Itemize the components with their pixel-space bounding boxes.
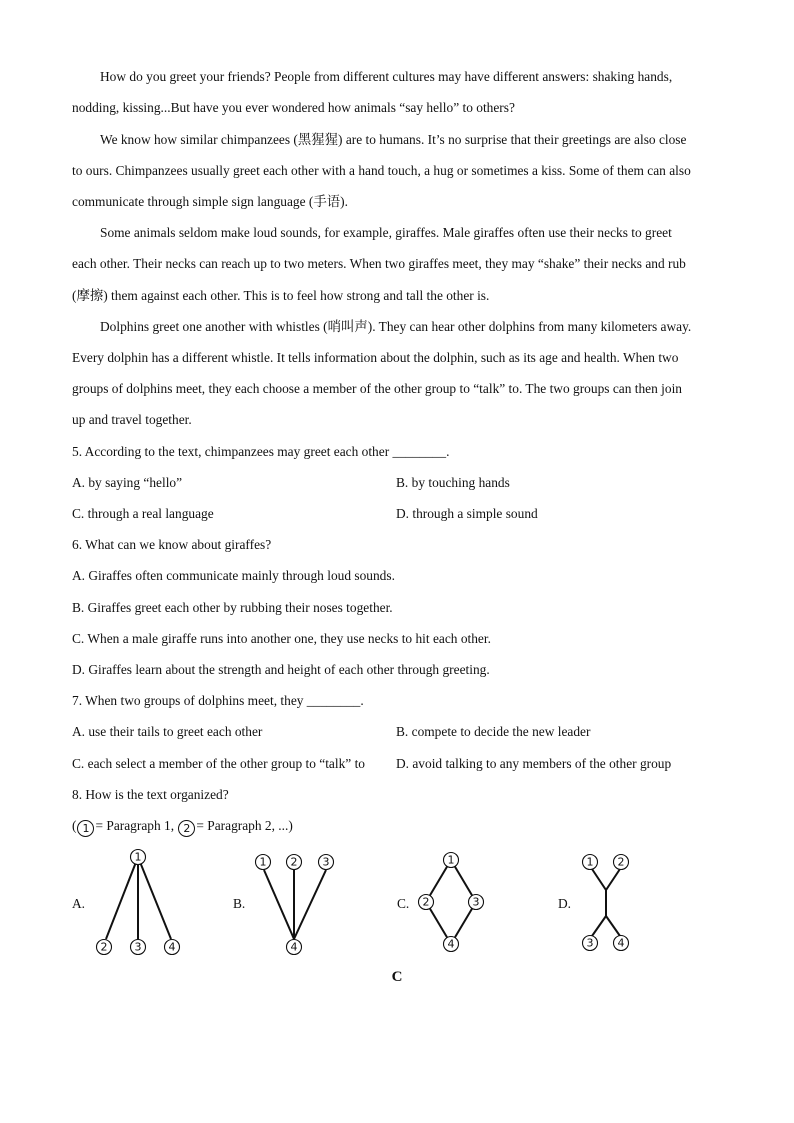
passage-p4-line1: Dolphins greet one another with whistles (哨叫声). They can hear other dolphins from many kilometers away. [100,319,692,334]
question-5-option-d: D. through a simple sound [396,506,538,521]
diagram-d-node-3-label: 3 [586,936,594,950]
diagram-c-node-3-label: 3 [472,895,480,909]
circled-one-icon: 1 [77,820,94,837]
diagram-d-edge-3 [592,916,606,936]
diagram-a-edge-1-4 [138,857,171,939]
question-5-option-c: C. through a real language [72,506,214,521]
diagram-c-node-4-label: 4 [447,937,455,951]
legend-end: = Paragraph 2, ...) [196,818,293,833]
diagram-a-edge-1-2 [106,857,138,939]
passage-p2-line1: We know how similar chimpanzees (黑猩猩) are to humans. It’s no surprise that their greetings are also close [100,132,687,147]
question-7-option-a: A. use their tails to greet each other [72,724,263,739]
diagram-b-node-1-label: 1 [259,855,267,869]
diagram-d-edge-2 [606,869,620,890]
circled-two-icon: 2 [178,820,195,837]
passage-p1-line1: How do you greet your friends? People from different cultures may have different answers: shaking hands, [100,69,673,84]
diagram-option-c [410,848,490,958]
question-8-option-c-label: C. [397,896,410,911]
passage-p3-line2: each other. Their necks can reach up to two meters. When two giraffes meet, they may “shake” their necks and rub [72,256,686,271]
legend-mid: = Paragraph 1, [95,818,178,833]
question-8-option-a-label: A. [72,896,86,911]
passage-p3-line1: Some animals seldom make loud sounds, for example, giraffes. Male giraffes often use their necks to greet [100,225,672,240]
diagram-option-b [250,850,350,960]
question-5-option-a: A. by saying “hello” [72,475,183,490]
diagram-b-edge-3-4 [294,870,326,939]
passage-p2-line2: to ours. Chimpanzees usually greet each other with a hand touch, a hug or sometimes a kiss. Some of them can also [72,163,691,178]
passage-p1-line2: nodding, kissing...But have you ever wondered how animals “say hello” to others? [72,100,515,115]
diagram-d-edge-4 [606,916,620,936]
diagram-c-node-2-label: 2 [422,895,430,909]
question-8-stem: 8. How is the text organized? [72,787,229,802]
diagram-a-node-2-label: 2 [100,940,108,954]
section-heading-c: C [391,969,403,985]
question-8-legend [72,817,293,837]
diagram-option-d [575,850,635,955]
question-8-option-d-label: D. [558,896,572,911]
diagram-a-node-4-label: 4 [168,940,176,954]
question-7-option-d: D. avoid talking to any members of the other group [396,756,672,771]
passage-p2-line3: communicate through simple sign language (手语). [72,194,348,209]
passage-p4-line4: up and travel together. [72,412,192,427]
question-7-option-c: C. each select a member of the other group to “talk” to [72,756,365,771]
question-6-option-d: D. Giraffes learn about the strength and height of each other through greeting. [72,662,490,677]
legend-open: ( [72,818,77,833]
diagram-d-edge-1 [592,869,606,890]
diagram-b-node-2-label: 2 [290,855,298,869]
question-6-option-c: C. When a male giraffe runs into another one, they use necks to hit each other. [72,631,491,646]
question-5-option-b: B. by touching hands [396,475,510,490]
diagram-b-edge-1-4 [264,870,294,939]
diagram-b-node-3-label: 3 [322,855,330,869]
question-5-stem: 5. According to the text, chimpanzees may greet each other ________. [72,444,450,459]
passage-p3-line3: (摩擦) them against each other. This is to feel how strong and tall the other is. [72,288,490,303]
passage-p4-line3: groups of dolphins meet, they each choose a member of the other group to “talk” to. The two groups can then join [72,381,682,396]
question-7-stem: 7. When two groups of dolphins meet, they ________. [72,693,364,708]
question-6-option-a: A. Giraffes often communicate mainly through loud sounds. [72,568,395,583]
question-6-option-b: B. Giraffes greet each other by rubbing their noses together. [72,600,393,615]
diagram-b-node-4-label: 4 [290,940,298,954]
diagram-a-node-3-label: 3 [134,940,142,954]
diagram-c-node-1-label: 1 [447,853,455,867]
question-7-option-b: B. compete to decide the new leader [396,724,591,739]
passage-p4-line2: Every dolphin has a different whistle. It tells information about the dolphin, such as its age and health. When two [72,350,679,365]
diagram-option-a [90,845,190,960]
diagram-d-node-1-label: 1 [586,855,594,869]
diagram-a-node-1-label: 1 [134,850,142,864]
question-8-option-b-label: B. [233,896,246,911]
diagram-d-node-4-label: 4 [617,936,625,950]
diagram-d-node-2-label: 2 [617,855,625,869]
question-6-stem: 6. What can we know about giraffes? [72,537,272,552]
